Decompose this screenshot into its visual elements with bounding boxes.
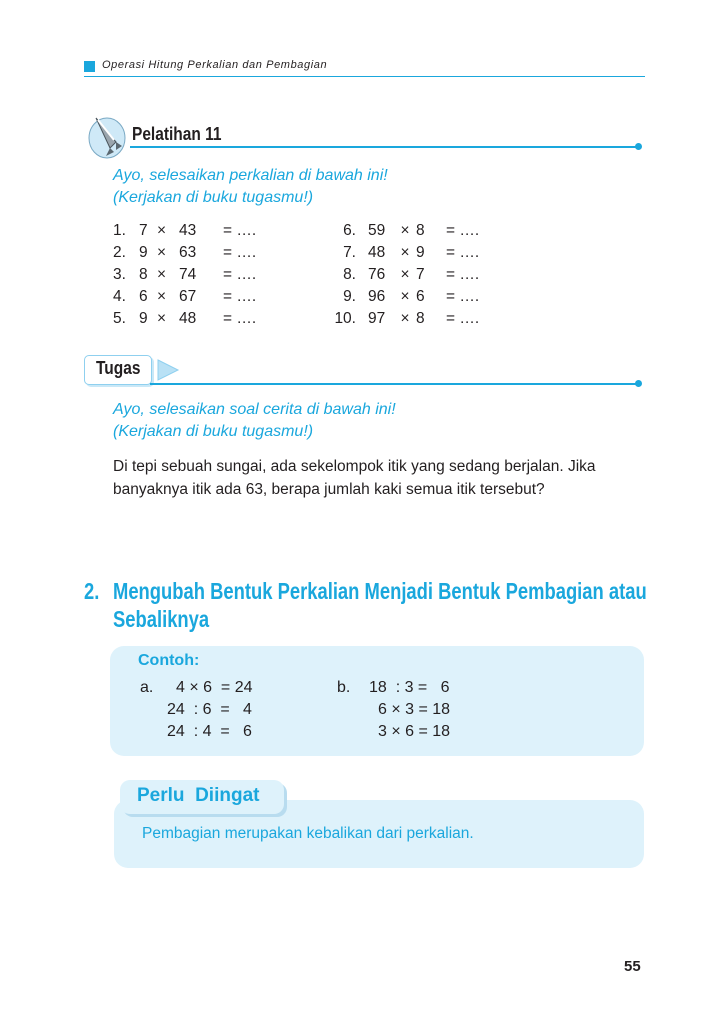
rocket-icon <box>86 112 128 160</box>
perlu-diingat-label: Perlu Diingat <box>137 785 260 806</box>
page-number: 55 <box>624 958 641 975</box>
pelatihan-rule <box>130 146 638 148</box>
pelatihan-rule-dot <box>635 143 642 150</box>
running-title: Operasi Hitung Perkalian dan Pembagian <box>102 59 328 71</box>
section-title-cont: Sebaliknya <box>113 606 210 632</box>
arrow-right-icon <box>156 358 180 382</box>
tugas-label: Tugas <box>96 358 141 378</box>
contoh-label: Contoh: <box>138 652 200 669</box>
problem-row: 7. 48 × 9 = …. <box>343 244 480 261</box>
pelatihan-title: Pelatihan 11 <box>132 124 222 144</box>
pelatihan-instruction-note: (Kerjakan di buku tugasmu!) <box>113 189 314 206</box>
section-title: Mengubah Bentuk Perkalian Menjadi Bentuk Pembagian atau <box>113 578 647 604</box>
problem-list-left <box>113 220 256 330</box>
problem-row: 10. 97 × 8 = …. <box>334 310 480 327</box>
problem-list-right <box>326 220 479 330</box>
example-a-label: a. <box>140 679 154 696</box>
problem-row: 3. 8 × 74 = …. <box>113 266 257 283</box>
example-b-line: 6 × 3 = 18 <box>378 701 451 718</box>
problem-row: 1. 7 × 43 = …. <box>113 222 257 239</box>
example-b-label: b. <box>337 679 351 696</box>
problem-row: 9. 96 × 6 = …. <box>343 288 480 305</box>
tugas-rule-dot <box>635 380 642 387</box>
tugas-instruction-note: (Kerjakan di buku tugasmu!) <box>113 423 314 440</box>
story-line: banyaknya itik ada 63, berapa jumlah kaki semua itik tersebut? <box>113 481 545 498</box>
header-marker <box>84 61 95 72</box>
example-b-line: 3 × 6 = 18 <box>378 723 451 740</box>
example-a-line: 24 : 4 = 6 <box>167 723 252 740</box>
header-rule <box>84 76 645 77</box>
problem-row: 5. 9 × 48 = …. <box>113 310 257 327</box>
example-a-line: 4 × 6 = 24 <box>176 679 253 696</box>
problem-row: 6. 59 × 8 = …. <box>343 222 480 239</box>
problem-row: 4. 6 × 67 = …. <box>113 288 257 305</box>
story-line: Di tepi sebuah sungai, ada sekelompok itik yang sedang berjalan. Jika <box>113 458 596 475</box>
tugas-instruction: Ayo, selesaikan soal cerita di bawah ini! <box>113 401 396 418</box>
example-a-line: 24 : 6 = 4 <box>167 701 252 718</box>
problem-row: 8. 76 × 7 = …. <box>343 266 480 283</box>
example-b-line: 18 : 3 = 6 <box>369 679 450 696</box>
perlu-diingat-text: Pembagian merupakan kebalikan dari perkalian. <box>142 825 474 842</box>
pelatihan-instruction: Ayo, selesaikan perkalian di bawah ini! <box>113 167 388 184</box>
problem-row: 2. 9 × 63 = …. <box>113 244 257 261</box>
tugas-rule <box>150 383 638 385</box>
section-number: 2. <box>84 578 100 604</box>
